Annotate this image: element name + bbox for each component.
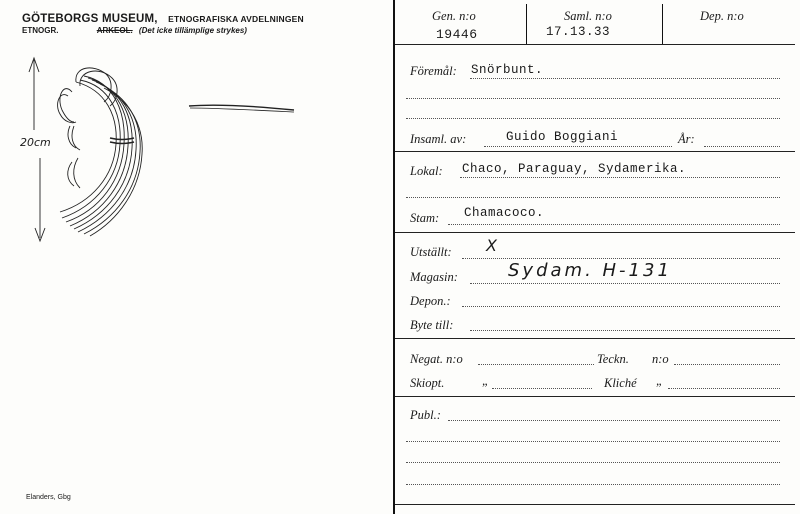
- header-bottom-rule: [395, 44, 795, 45]
- rule-after-skiopt: [395, 396, 795, 397]
- kliche-label: Kliché: [604, 376, 637, 390]
- teckn-suffix: n:o: [652, 352, 669, 366]
- byte-label: Byte till:: [410, 318, 454, 332]
- category-etnogr: ETNOGR.: [22, 26, 59, 35]
- ar-line: [704, 146, 780, 147]
- lokal-label: Lokal:: [410, 164, 443, 178]
- gen-number-value: 19446: [436, 27, 478, 42]
- foremal-line-3: [406, 118, 780, 119]
- rule-after-stam: [395, 232, 795, 233]
- publ-line: [448, 420, 780, 421]
- publ-line-3: [406, 462, 780, 463]
- category-note: (Det icke tillämplige strykes): [138, 26, 247, 35]
- museum-name: GÖTEBORGS MUSEUM,: [22, 13, 158, 25]
- insaml-value: Guido Boggiani: [506, 130, 619, 144]
- utstallt-value: X: [486, 236, 500, 255]
- header-divider-2: [662, 4, 663, 44]
- category-line: [22, 26, 247, 35]
- foremal-value: Snörbunt.: [471, 63, 544, 77]
- publ-line-2: [406, 441, 780, 442]
- kliche-line: [668, 388, 780, 389]
- publ-label: Publ.:: [410, 408, 441, 422]
- lokal-line: [460, 177, 780, 178]
- cord-bundle-sketch: [14, 52, 314, 252]
- rule-bottom: [395, 504, 795, 505]
- depon-line: [462, 306, 780, 307]
- form-left-border: [393, 0, 395, 514]
- stam-value: Chamacoco.: [464, 206, 545, 220]
- department-name: ETNOGRAFISKA AVDELNINGEN: [168, 14, 304, 24]
- foremal-line: [470, 78, 780, 79]
- insaml-line: [484, 146, 672, 147]
- lokal-line-2: [406, 197, 780, 198]
- printer-imprint: Elanders, Gbg: [26, 494, 71, 501]
- magasin-value: Sydam. H-131: [508, 260, 672, 281]
- stam-label: Stam:: [410, 211, 440, 225]
- stam-line: [448, 224, 780, 225]
- utstallt-line: [462, 258, 780, 259]
- gen-number-label: Gen. n:o: [432, 9, 476, 23]
- magasin-label: Magasin:: [410, 270, 458, 284]
- header-divider-1: [526, 4, 527, 44]
- byte-line: [470, 330, 780, 331]
- magasin-line: [470, 283, 780, 284]
- kliche-ditto: „: [656, 374, 663, 388]
- depon-label: Depon.:: [410, 294, 451, 308]
- dep-number-label: Dep. n:o: [700, 9, 744, 23]
- publ-line-4: [406, 484, 780, 485]
- teckn-line: [674, 364, 780, 365]
- negat-label: Negat. n:o: [410, 352, 463, 366]
- foremal-label: Föremål:: [410, 64, 457, 78]
- lokal-value: Chaco, Paraguay, Sydamerika.: [462, 162, 687, 176]
- ar-label: År:: [678, 132, 695, 146]
- rule-after-byte: [395, 338, 795, 339]
- saml-number-label: Saml. n:o: [564, 9, 612, 23]
- insaml-label: Insaml. av:: [410, 132, 467, 146]
- saml-number-value: 17.13.33: [546, 25, 611, 39]
- foremal-line-2: [406, 98, 780, 99]
- museum-header: [22, 9, 304, 27]
- skiopt-ditto: „: [482, 374, 489, 388]
- teckn-label: Teckn.: [597, 352, 629, 366]
- negat-line: [478, 364, 594, 365]
- utstallt-label: Utställt:: [410, 245, 452, 259]
- category-arkeol-struck: ARKEOL.: [96, 26, 133, 35]
- rule-after-insaml: [395, 151, 795, 152]
- skiopt-line: [492, 388, 592, 389]
- scale-label: 20cm: [20, 136, 51, 149]
- skiopt-label: Skiopt.: [410, 376, 445, 390]
